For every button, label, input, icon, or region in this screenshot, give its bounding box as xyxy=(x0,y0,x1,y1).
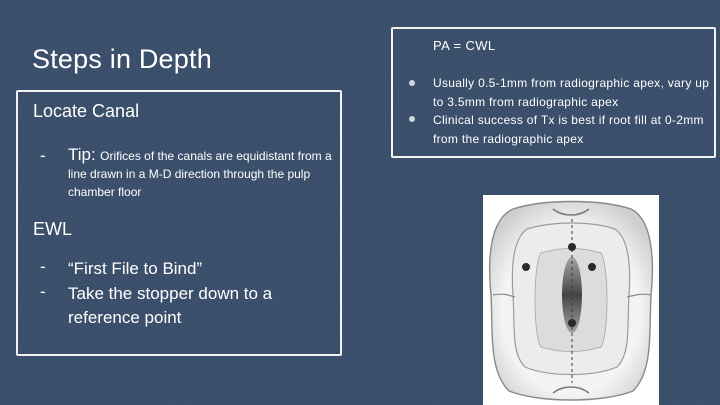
tip-body: Orifices of the canals are equidistant from a line drawn in a M-D direction through the pulp chamber floor xyxy=(68,149,332,199)
slide-title: Steps in Depth xyxy=(32,44,212,74)
tooth-crown-occlusal-diagram xyxy=(483,195,659,405)
ewl-heading: EWL xyxy=(33,219,73,239)
formula-text: PA = CWL xyxy=(433,38,496,53)
bullet-item-2: Clinical success of Tx is best if root fill at 0-2mm from the radiographic apex xyxy=(433,113,704,146)
bullet-dot-1 xyxy=(409,80,415,86)
locate-canal-heading: Locate Canal xyxy=(33,101,140,121)
bullet-list xyxy=(433,74,715,148)
tip-text xyxy=(68,146,340,201)
ewl-dash-2: - xyxy=(40,282,46,301)
ewl-item-2: Take the stopper down to a reference point xyxy=(68,284,273,327)
tip-dash: - xyxy=(40,146,46,165)
tip-label: Tip: xyxy=(68,145,96,164)
bullet-dot-2 xyxy=(409,116,415,122)
bullet-item-1: Usually 0.5-1mm from radiographic apex, vary up to 3.5mm from radiographic apex xyxy=(433,76,710,109)
ewl-item-1: “First File to Bind” xyxy=(68,259,203,278)
ewl-dash-1: - xyxy=(40,257,46,276)
